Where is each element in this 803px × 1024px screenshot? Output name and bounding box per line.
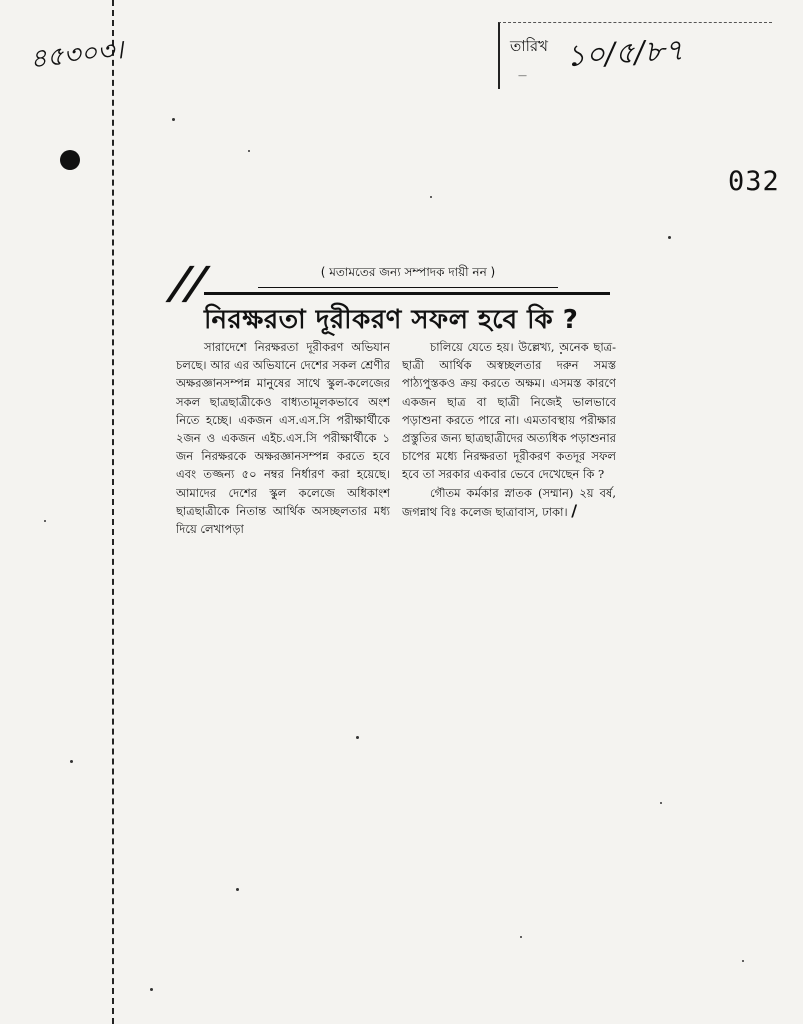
speck bbox=[248, 150, 250, 152]
date-sub-mark: — bbox=[518, 71, 527, 81]
article-column-1 bbox=[176, 338, 390, 682]
date-value: ১০/৫/৮৭ bbox=[565, 32, 685, 75]
author-byline-text: গৌতম কর্মকার স্নাতক (সম্মান) ২য় বর্ষ, জগন্নাথ বিঃ কলেজ ছাত্রাবাস, ঢাকা। bbox=[402, 485, 616, 519]
handwritten-margin-note: ৪৫৩০৩। bbox=[28, 35, 125, 75]
date-stamp-box bbox=[498, 22, 772, 89]
margin-dashed-line bbox=[112, 0, 114, 1024]
author-byline bbox=[402, 484, 616, 521]
speck bbox=[44, 520, 46, 522]
article-headline: নিরক্ষরতা দূরীকরণ সফল হবে কি ? bbox=[204, 292, 610, 343]
end-mark: / bbox=[571, 500, 578, 520]
article-column-2 bbox=[402, 338, 616, 682]
speck bbox=[236, 888, 239, 891]
speck bbox=[70, 760, 73, 763]
newspaper-clipping bbox=[162, 258, 620, 690]
speck bbox=[356, 736, 359, 739]
ink-dot bbox=[60, 150, 80, 170]
column-1-text: সারাদেশে নিরক্ষরতা দূরীকরণ অভিযান চলছে। আর এর অভিযানে দেশের সকল শ্রেণীর অক্ষরজ্ঞানসম্পন্ন মানুষের সাথে স্কুল-কলেজের সকল ছাত্রছাত্রীকেও বাধ্যতামূলকভাবে অংশ নিতে হচ্ছে। একজন এস.এস.সি পরীক্ষার্থীকে ২জন ও একজন এইচ.এস.সি পরীক্ষার্থীকে ১ জন নিরক্ষরকে অক্ষরজ্ঞানসম্পন্ন করতে হবে এবং তজ্জন্য ৫০ নম্বর নির্ধারণ করা হয়েছে। আমাদের দেশের স্কুল কলেজে অধিকাংশ ছাত্রছাত্রীকে নিতান্ত আর্থিক অসচ্ছলতার মধ্য দিয়ে লেখাপড়া bbox=[176, 340, 390, 537]
date-label: তারিখ bbox=[510, 37, 548, 55]
column-2-text: চালিয়ে যেতে হয়। উল্লেখ্য, অনেক ছাত্র-ছাত্রী আর্থিক অস্বচ্ছলতার দরুন সমস্ত পাঠ্যপুস্তকও ক্রয় করতে অক্ষম। এসমস্ত কারণে একজন ছাত্র বা ছাত্রী নিজেই ভালভাবে পড়াশুনা করতে পারে না। এমতাবস্থায় পরীক্ষার প্রস্তুতির জন্য ছাত্রছাত্রীদের অত্যধিক পড়াশুনার চাপের মধ্যে নিরক্ষরতা দূরীকরণ কতদূর সফল হবে তা সরকার একবার ভেবে দেখেছেন কি ? bbox=[402, 340, 616, 482]
editor-disclaimer: ( মতামতের জন্য সম্পাদক দায়ী নন ) bbox=[258, 264, 558, 288]
page-number: 032 bbox=[728, 166, 780, 197]
speck bbox=[520, 936, 522, 938]
speck bbox=[668, 236, 671, 239]
speck bbox=[660, 802, 662, 804]
speck bbox=[742, 960, 744, 962]
speck bbox=[172, 118, 175, 121]
double-slash-mark: // bbox=[162, 258, 214, 309]
article-body bbox=[176, 338, 616, 682]
speck bbox=[150, 988, 153, 991]
speck bbox=[430, 196, 432, 198]
